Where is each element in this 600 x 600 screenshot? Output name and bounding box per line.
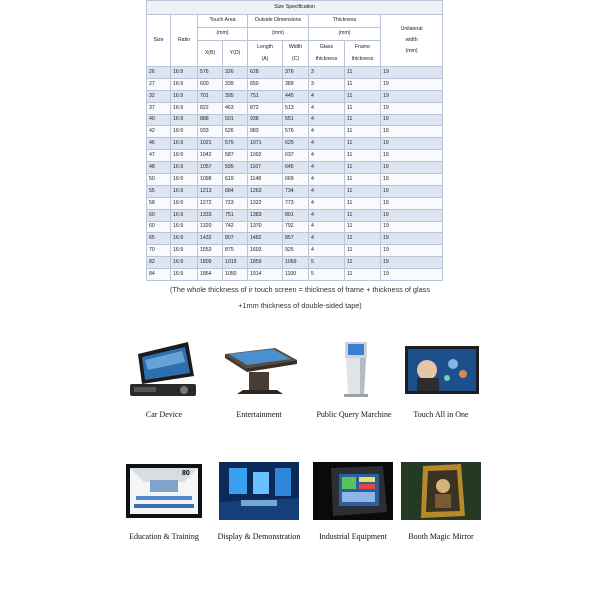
header-touch-area: Touch Area bbox=[198, 15, 248, 28]
cell-ratio: 16:9 bbox=[171, 185, 198, 197]
cell-width: 669 bbox=[283, 174, 309, 186]
cell-touch-y: 339 bbox=[223, 78, 248, 90]
cell-unilateral-width: 19 bbox=[381, 162, 443, 174]
cell-length: 650 bbox=[248, 78, 283, 90]
cell-touch-x: 1333 bbox=[198, 209, 223, 221]
cell-ratio: 16:9 bbox=[171, 209, 198, 221]
cell-touch-x: 1021 bbox=[198, 138, 223, 150]
cell-length: 1370 bbox=[248, 221, 283, 233]
table-row bbox=[147, 114, 443, 126]
cell-ratio: 16:9 bbox=[171, 114, 198, 126]
cell-touch-x: 1042 bbox=[198, 150, 223, 162]
cell-frame-thickness: 11 bbox=[345, 102, 381, 114]
cell-width: 792 bbox=[283, 221, 309, 233]
table-row bbox=[147, 78, 443, 90]
cell-length: 1482 bbox=[248, 233, 283, 245]
table-row bbox=[147, 245, 443, 257]
badge-number: 80 bbox=[182, 470, 190, 477]
application-touch-all-in-one bbox=[394, 340, 488, 419]
cell-touch-y: 1050 bbox=[223, 269, 248, 281]
cell-glass-thickness: 4 bbox=[309, 245, 345, 257]
all-in-one-icon bbox=[401, 340, 481, 398]
application-label: Booth Magic Mirror bbox=[408, 532, 474, 541]
cell-frame-thickness: 11 bbox=[345, 197, 381, 209]
cell-glass-thickness: 4 bbox=[309, 138, 345, 150]
cell-size: 47 bbox=[147, 150, 171, 162]
cell-size: 70 bbox=[147, 245, 171, 257]
cell-unilateral-width: 19 bbox=[381, 114, 443, 126]
cell-ratio: 16:9 bbox=[171, 174, 198, 186]
cell-width: 857 bbox=[283, 233, 309, 245]
application-label: Touch All in One bbox=[413, 410, 469, 419]
cell-length: 1859 bbox=[248, 257, 283, 269]
application-label: Public Query Marchine bbox=[316, 410, 392, 419]
industrial-panel-icon bbox=[313, 462, 393, 520]
cell-ratio: 16:9 bbox=[171, 221, 198, 233]
cell-touch-y: 723 bbox=[223, 197, 248, 209]
cell-glass-thickness: 3 bbox=[309, 78, 345, 90]
cell-width: 1069 bbox=[283, 257, 309, 269]
cell-length: 751 bbox=[248, 90, 283, 102]
cell-ratio: 16:9 bbox=[171, 197, 198, 209]
cell-glass-thickness: 4 bbox=[309, 150, 345, 162]
cell-unilateral-width: 19 bbox=[381, 257, 443, 269]
cell-width: 645 bbox=[283, 162, 309, 174]
cell-width: 551 bbox=[283, 114, 309, 126]
header-size: Size bbox=[147, 15, 171, 67]
cell-touch-x: 1213 bbox=[198, 185, 223, 197]
application-label: Industrial Equipment bbox=[319, 532, 387, 541]
header-thickness-unit: (mm) bbox=[309, 28, 381, 41]
table-row bbox=[147, 90, 443, 102]
cell-frame-thickness: 11 bbox=[345, 269, 381, 281]
kiosk-icon bbox=[314, 340, 394, 398]
cell-frame-thickness: 11 bbox=[345, 185, 381, 197]
cell-unilateral-width: 19 bbox=[381, 209, 443, 221]
cell-length: 1071 bbox=[248, 138, 283, 150]
cell-glass-thickness: 4 bbox=[309, 162, 345, 174]
header-unilateral-width: Unilateral width (mm) bbox=[381, 15, 443, 67]
cell-length: 1263 bbox=[248, 185, 283, 197]
cell-length: 983 bbox=[248, 126, 283, 138]
cell-unilateral-width: 19 bbox=[381, 233, 443, 245]
table-row bbox=[147, 197, 443, 209]
cell-width: 801 bbox=[283, 209, 309, 221]
cell-frame-thickness: 11 bbox=[345, 162, 381, 174]
cell-touch-y: 587 bbox=[223, 150, 248, 162]
cell-ratio: 16:9 bbox=[171, 67, 198, 79]
header-outside-dimensions: Outside Dimensions bbox=[248, 15, 309, 28]
cell-length: 1092 bbox=[248, 150, 283, 162]
table-row bbox=[147, 257, 443, 269]
cell-width: 734 bbox=[283, 185, 309, 197]
cell-frame-thickness: 11 bbox=[345, 114, 381, 126]
cell-touch-y: 742 bbox=[223, 221, 248, 233]
cell-size: 26 bbox=[147, 67, 171, 79]
header-width: Width (C) bbox=[283, 41, 309, 67]
cell-width: 625 bbox=[283, 138, 309, 150]
cell-touch-x: 1320 bbox=[198, 221, 223, 233]
cell-size: 32 bbox=[147, 90, 171, 102]
cell-glass-thickness: 4 bbox=[309, 209, 345, 221]
cell-ratio: 16:9 bbox=[171, 102, 198, 114]
cell-ratio: 16:9 bbox=[171, 126, 198, 138]
header-glass-thickness: Glass thickness bbox=[309, 41, 345, 67]
table-row bbox=[147, 221, 443, 233]
cell-frame-thickness: 11 bbox=[345, 138, 381, 150]
cell-touch-y: 807 bbox=[223, 233, 248, 245]
table-row bbox=[147, 126, 443, 138]
cell-frame-thickness: 11 bbox=[345, 90, 381, 102]
cell-size: 58 bbox=[147, 197, 171, 209]
header-x-b: X(B) bbox=[198, 41, 223, 67]
cell-unilateral-width: 19 bbox=[381, 90, 443, 102]
cell-length: 1322 bbox=[248, 197, 283, 209]
cell-glass-thickness: 4 bbox=[309, 114, 345, 126]
magic-mirror-icon bbox=[401, 462, 481, 520]
cell-size: 48 bbox=[147, 162, 171, 174]
cell-touch-x: 1809 bbox=[198, 257, 223, 269]
cell-ratio: 16:9 bbox=[171, 78, 198, 90]
cell-touch-y: 526 bbox=[223, 126, 248, 138]
cell-size: 55 bbox=[147, 185, 171, 197]
cell-frame-thickness: 11 bbox=[345, 245, 381, 257]
cell-ratio: 16:9 bbox=[171, 150, 198, 162]
cell-unilateral-width: 19 bbox=[381, 150, 443, 162]
cell-length: 1107 bbox=[248, 162, 283, 174]
cell-length: 1603 bbox=[248, 245, 283, 257]
cell-touch-x: 933 bbox=[198, 126, 223, 138]
application-entertainment bbox=[212, 340, 306, 419]
cell-length: 1383 bbox=[248, 209, 283, 221]
cell-width: 445 bbox=[283, 90, 309, 102]
cell-touch-y: 619 bbox=[223, 174, 248, 186]
touch-table-icon bbox=[219, 340, 299, 398]
cell-ratio: 16:9 bbox=[171, 90, 198, 102]
cell-size: 27 bbox=[147, 78, 171, 90]
table-row bbox=[147, 233, 443, 245]
cell-frame-thickness: 11 bbox=[345, 78, 381, 90]
cell-width: 576 bbox=[283, 126, 309, 138]
table-title: Size Specification bbox=[147, 1, 443, 15]
cell-frame-thickness: 11 bbox=[345, 150, 381, 162]
cell-touch-y: 875 bbox=[223, 245, 248, 257]
cell-glass-thickness: 4 bbox=[309, 126, 345, 138]
table-row bbox=[147, 269, 443, 281]
thickness-note-line-1: (The whole thickness of ir touch screen = thickness of frame + thickness of glass bbox=[170, 285, 430, 294]
cell-unilateral-width: 19 bbox=[381, 102, 443, 114]
cell-touch-y: 684 bbox=[223, 185, 248, 197]
cell-unilateral-width: 19 bbox=[381, 138, 443, 150]
cell-ratio: 16:9 bbox=[171, 138, 198, 150]
cell-length: 1148 bbox=[248, 174, 283, 186]
cell-length: 628 bbox=[248, 67, 283, 79]
cell-width: 637 bbox=[283, 150, 309, 162]
cell-frame-thickness: 11 bbox=[345, 233, 381, 245]
cell-ratio: 16:9 bbox=[171, 233, 198, 245]
cell-size: 40 bbox=[147, 114, 171, 126]
application-education-training bbox=[117, 462, 211, 541]
table-row bbox=[147, 185, 443, 197]
application-display-demonstration bbox=[212, 462, 306, 541]
header-ratio: Ratio bbox=[171, 15, 198, 67]
cell-glass-thickness: 3 bbox=[309, 67, 345, 79]
cell-touch-x: 1057 bbox=[198, 162, 223, 174]
application-public-query bbox=[307, 340, 401, 419]
cell-length: 1914 bbox=[248, 269, 283, 281]
table-row bbox=[147, 209, 443, 221]
cell-glass-thickness: 4 bbox=[309, 185, 345, 197]
application-label: Car Device bbox=[145, 410, 183, 419]
cell-touch-y: 501 bbox=[223, 114, 248, 126]
cell-glass-thickness: 4 bbox=[309, 90, 345, 102]
cell-size: 42 bbox=[147, 126, 171, 138]
cell-frame-thickness: 11 bbox=[345, 209, 381, 221]
cell-frame-thickness: 11 bbox=[345, 174, 381, 186]
table-row bbox=[147, 138, 443, 150]
size-spec-sheet bbox=[146, 0, 442, 281]
cell-size: 46 bbox=[147, 138, 171, 150]
cell-unilateral-width: 19 bbox=[381, 185, 443, 197]
cell-glass-thickness: 4 bbox=[309, 233, 345, 245]
cell-touch-y: 575 bbox=[223, 138, 248, 150]
thickness-note-line-2: +1mm thickness of double-sided tape) bbox=[238, 301, 362, 310]
cell-unilateral-width: 19 bbox=[381, 197, 443, 209]
cell-unilateral-width: 19 bbox=[381, 174, 443, 186]
table-row bbox=[147, 67, 443, 79]
application-label: Display & Demonstration bbox=[217, 532, 301, 541]
header-thickness: Thickness bbox=[309, 15, 381, 28]
application-label: Entertainment bbox=[236, 410, 282, 419]
cell-size: 65 bbox=[147, 233, 171, 245]
cell-size: 82 bbox=[147, 257, 171, 269]
cell-touch-x: 1864 bbox=[198, 269, 223, 281]
cell-touch-x: 888 bbox=[198, 114, 223, 126]
cell-glass-thickness: 4 bbox=[309, 197, 345, 209]
cell-width: 925 bbox=[283, 245, 309, 257]
cell-touch-x: 1432 bbox=[198, 233, 223, 245]
table-row bbox=[147, 102, 443, 114]
cell-width: 1100 bbox=[283, 269, 309, 281]
cell-glass-thickness: 4 bbox=[309, 102, 345, 114]
cell-frame-thickness: 11 bbox=[345, 67, 381, 79]
cell-frame-thickness: 11 bbox=[345, 221, 381, 233]
cell-glass-thickness: 4 bbox=[309, 174, 345, 186]
table-row bbox=[147, 174, 443, 186]
cell-touch-x: 701 bbox=[198, 90, 223, 102]
cell-size: 60 bbox=[147, 209, 171, 221]
application-car-device bbox=[117, 340, 211, 419]
cell-touch-y: 326 bbox=[223, 67, 248, 79]
header-outside-unit: (mm) bbox=[248, 28, 309, 41]
table-row bbox=[147, 150, 443, 162]
cell-width: 773 bbox=[283, 197, 309, 209]
cell-size: 50 bbox=[147, 174, 171, 186]
size-spec-table bbox=[146, 0, 443, 281]
header-frame-thickness: Frame thickness bbox=[345, 41, 381, 67]
cell-glass-thickness: 5 bbox=[309, 257, 345, 269]
car-device-icon bbox=[124, 340, 204, 398]
header-length: Length (A) bbox=[248, 41, 283, 67]
cell-touch-x: 576 bbox=[198, 67, 223, 79]
cell-ratio: 16:9 bbox=[171, 257, 198, 269]
cell-unilateral-width: 19 bbox=[381, 269, 443, 281]
cell-touch-y: 463 bbox=[223, 102, 248, 114]
cell-frame-thickness: 11 bbox=[345, 126, 381, 138]
cell-glass-thickness: 5 bbox=[309, 269, 345, 281]
cell-unilateral-width: 19 bbox=[381, 78, 443, 90]
cell-touch-x: 1098 bbox=[198, 174, 223, 186]
cell-touch-y: 595 bbox=[223, 162, 248, 174]
cell-ratio: 16:9 bbox=[171, 269, 198, 281]
cell-length: 938 bbox=[248, 114, 283, 126]
cell-touch-x: 822 bbox=[198, 102, 223, 114]
cell-size: 37 bbox=[147, 102, 171, 114]
cell-length: 872 bbox=[248, 102, 283, 114]
application-booth-magic-mirror bbox=[394, 462, 488, 541]
header-touch-area-unit: (mm) bbox=[198, 28, 248, 41]
header-y-d: Y(D) bbox=[223, 41, 248, 67]
exhibition-hall-icon bbox=[219, 462, 299, 520]
cell-touch-y: 751 bbox=[223, 209, 248, 221]
table-row bbox=[147, 162, 443, 174]
cell-unilateral-width: 19 bbox=[381, 67, 443, 79]
cell-ratio: 16:9 bbox=[171, 162, 198, 174]
cell-touch-x: 1553 bbox=[198, 245, 223, 257]
cell-size: 84 bbox=[147, 269, 171, 281]
cell-width: 513 bbox=[283, 102, 309, 114]
cell-width: 376 bbox=[283, 67, 309, 79]
cell-size: 60 bbox=[147, 221, 171, 233]
cell-touch-x: 1272 bbox=[198, 197, 223, 209]
classroom-icon bbox=[124, 462, 204, 520]
cell-touch-y: 1019 bbox=[223, 257, 248, 269]
spec-table-body bbox=[147, 67, 443, 281]
cell-unilateral-width: 19 bbox=[381, 126, 443, 138]
application-industrial-equipment bbox=[306, 462, 400, 541]
cell-glass-thickness: 4 bbox=[309, 221, 345, 233]
application-label: Education & Training bbox=[129, 532, 199, 541]
cell-unilateral-width: 19 bbox=[381, 245, 443, 257]
cell-frame-thickness: 11 bbox=[345, 257, 381, 269]
cell-touch-x: 600 bbox=[198, 78, 223, 90]
cell-width: 389 bbox=[283, 78, 309, 90]
cell-touch-y: 395 bbox=[223, 90, 248, 102]
cell-ratio: 16:9 bbox=[171, 245, 198, 257]
cell-unilateral-width: 19 bbox=[381, 221, 443, 233]
